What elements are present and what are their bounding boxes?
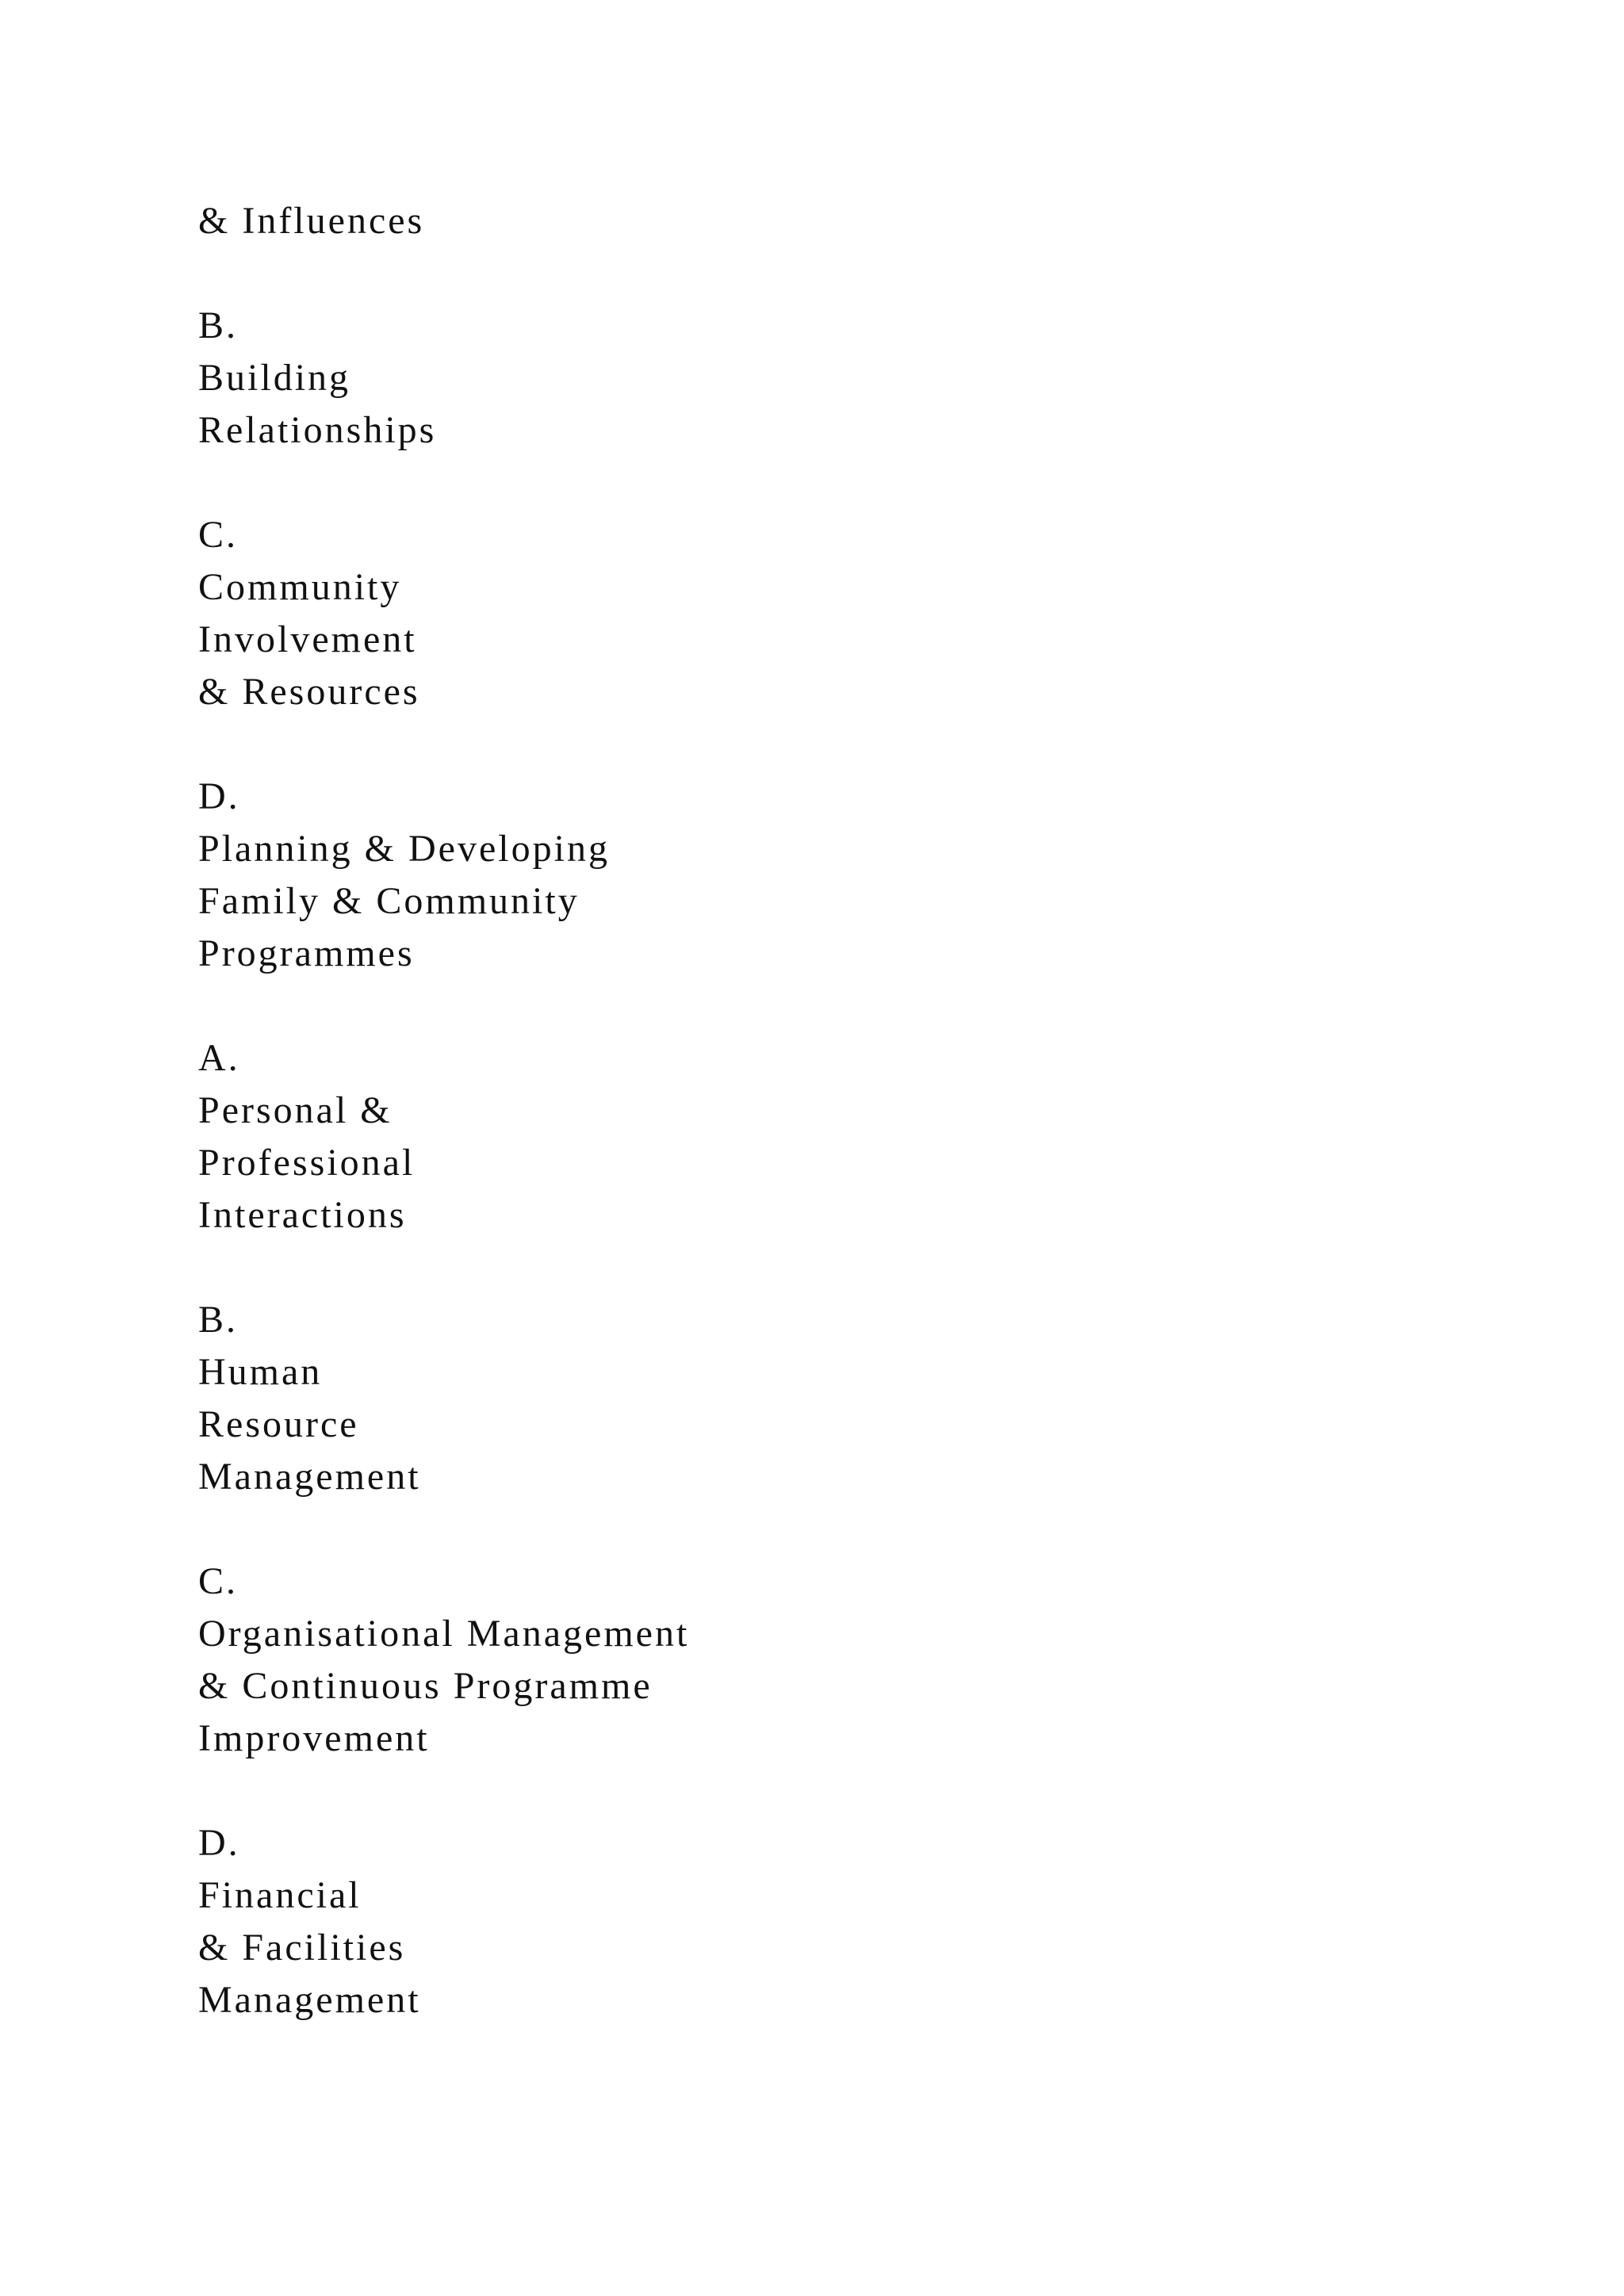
text-line: & Influences [198,200,425,242]
text-line: Family & Community [198,880,580,922]
text-line: Organisational Management [198,1613,690,1655]
section-letter: D. [198,775,240,817]
section-letter: C. [198,514,239,556]
text-line: Human [198,1351,323,1393]
text-line: Community [198,566,402,608]
text-line: & Facilities [198,1927,406,1969]
text-line: Interactions [198,1194,407,1236]
text-line: Improvement [198,1717,430,1759]
text-line: Building [198,357,351,399]
text-line: Professional [198,1142,416,1184]
text-line: Programmes [198,932,415,974]
text-line: & Resources [198,671,420,713]
text-line: Personal & [198,1089,393,1131]
section-letter: C. [198,1560,239,1602]
section-letter: B. [198,304,239,346]
text-line: Planning & Developing [198,828,610,870]
section-letter: B. [198,1299,239,1341]
section-letter: D. [198,1822,240,1864]
text-line: Resource [198,1403,359,1445]
text-line: Financial [198,1874,362,1916]
text-line: Relationships [198,409,437,451]
text-line: Management [198,1979,421,2021]
section-letter: A. [198,1037,240,1079]
text-line: Management [198,1456,421,1498]
text-line: Involvement [198,618,417,660]
text-line: & Continuous Programme [198,1665,653,1707]
